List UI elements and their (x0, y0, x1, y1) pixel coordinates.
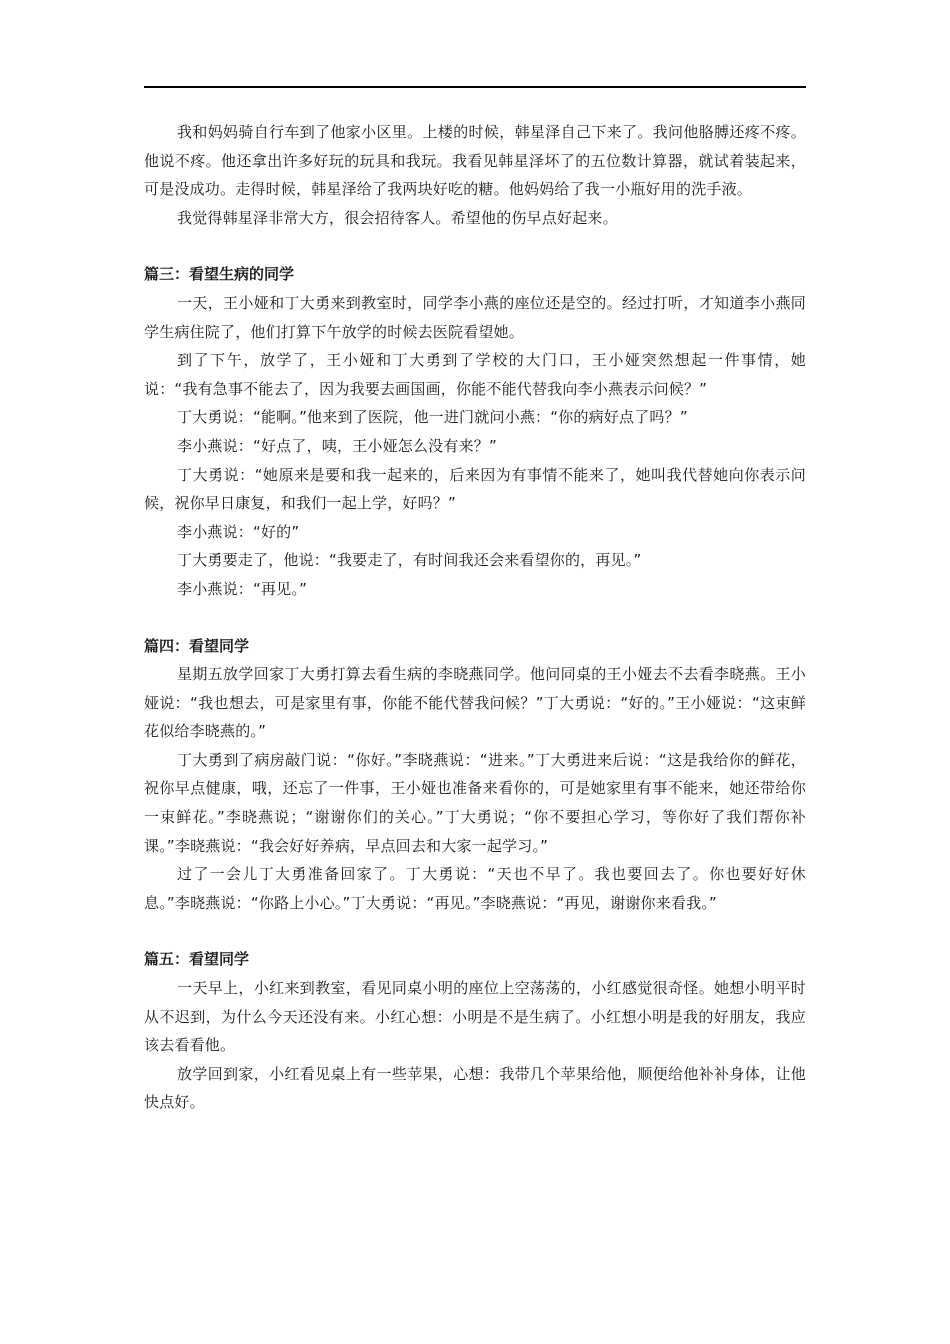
paragraph: 丁大勇说：“她原来是要和我一起来的，后来因为有事情不能来了，她叫我代替她向你表示问候，祝你早日康复，和我们一起上学，好吗？” (144, 465, 806, 513)
paragraph: 放学回到家，小红看见桌上有一些苹果，心想：我带几个苹果给他，顺便给他补补身体，让他快点好。 (144, 1064, 806, 1112)
paragraph: 丁大勇说：“能啊。”他来到了医院，他一进门就问小燕：“你的病好点了吗？” (177, 408, 688, 427)
header-rule (144, 86, 806, 88)
paragraph: 过了一会儿丁大勇准备回家了。丁大勇说：“天也不早了。我也要回去了。你也要好好休息。”李晓燕说：“你路上小心。”丁大勇说：“再见。”李晓燕说：“再见，谢谢你来看我。” (144, 865, 806, 912)
paragraph: 丁大勇要走了，他说：“我要走了，有时间我还会来看望你的，再见。” (177, 551, 642, 570)
paragraph: 一天，王小娅和丁大勇来到教室时，同学李小燕的座位还是空的。经过打听，才知道李小燕同学生病住院了，他们打算下午放学的时候去医院看望她。 (144, 293, 806, 341)
paragraph: 到了下午，放学了，王小娅和丁大勇到了学校的大门口，王小娅突然想起一件事情，她说：“我有急事不能去了，因为我要去画国画，你能不能代替我向李小燕表示问候？” (144, 351, 806, 398)
document-body (144, 118, 806, 1117)
intro-paragraph-2: 我觉得韩星泽非常大方，很会招待客人。希望他的伤早点好起来。 (177, 208, 618, 227)
paragraph: 丁大勇到了病房敲门说：“你好。”李晓燕说：“进来。”丁大勇进来后说：“这是我给你的鲜花，祝你早点健康，哦，还忘了一件事，王小娅也准备来看你的，可是她家里有事不能来，她还带给你一束鲜花。”李晓燕说；“谢谢你们的关心。”丁大勇说；“你不要担心学习，等你好了我们帮你补课。”李晓燕说：“我会好好养病，早点回去和大家一起学习。” (144, 750, 806, 855)
paragraph: 李小燕说：“好的” (177, 522, 300, 541)
paragraph: 李小燕说：“好点了，咦，王小娅怎么没有来？” (177, 436, 497, 455)
paragraph: 一天早上，小红来到教室，看见同桌小明的座位上空荡荡的，小红感觉很奇怪。她想小明平时从不迟到，为什么今天还没有来。小红心想：小明是不是生病了。小红想小明是我的好朋友，我应该去看看他。 (144, 979, 806, 1055)
section-heading-3: 篇三：看望生病的同学 (144, 265, 295, 284)
intro-paragraph-1: 我和妈妈骑自行车到了他家小区里。上楼的时候，韩星泽自己下来了。我问他胳膊还疼不疼。他说不疼。他还拿出许多好玩的玩具和我玩。我看见韩星泽坏了的五位数计算器，就试着装起来，可是没成功。走得时候，韩星泽给了我两块好吃的糖。他妈妈给了我一小瓶好用的洗手液。 (144, 123, 806, 199)
paragraph: 李小燕说：“再见。” (177, 579, 308, 598)
section-heading-5: 篇五：看望同学 (144, 950, 250, 969)
paragraph: 星期五放学回家丁大勇打算去看生病的李晓燕同学。他问同桌的王小娅去不去看李晓燕。王小娅说：“我也想去，可是家里有事，你能不能代替我问候？”丁大勇说：“好的。”王小娅说：“这束鲜花似给李晓燕的。” (144, 665, 806, 741)
section-heading-4: 篇四：看望同学 (144, 636, 250, 655)
